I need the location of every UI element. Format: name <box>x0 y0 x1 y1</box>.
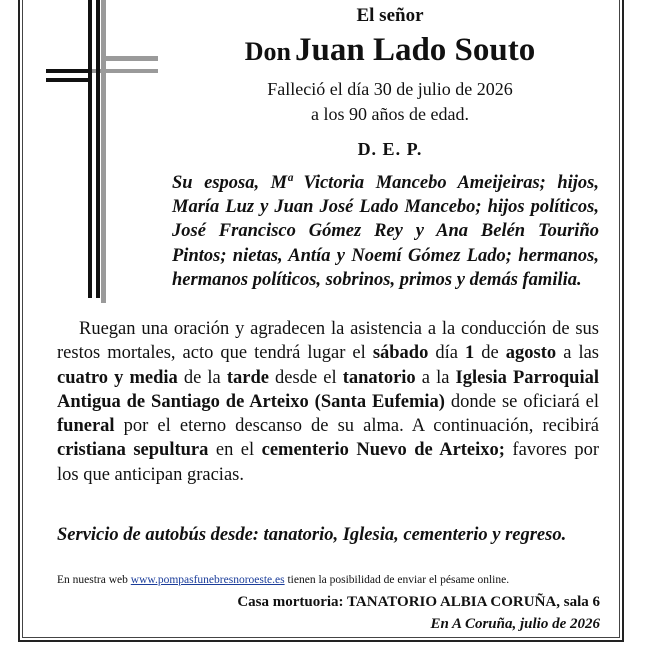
service-type: funeral <box>57 416 115 437</box>
body-text: desde el <box>268 367 343 388</box>
family-list: Su esposa, Mª Victoria Mancebo Ameijeiras; hijos, María Luz y Juan José Lado Mancebo; hijos políticos, José Francisco Gómez Rey y Ana Belén Touriño Pintos; nietas, Antía y Noemí Gómez Lado; hermanos, hermanos políticos, sobrinos, primos y demás familia. <box>172 173 599 290</box>
rip-line: D. E. P. <box>357 139 423 159</box>
body-text: de <box>474 343 506 364</box>
body-text: Ruegan una oración y agradecen la asistencia a la conducción de sus restos mortales, acto que tendrá lugar el <box>57 319 599 364</box>
time: cuatro y media <box>57 367 178 388</box>
website-link[interactable]: www.pompasfunebresnoroeste.es <box>130 574 285 586</box>
church: Iglesia Parroquial Antigua de Santiago de Arteixo (Santa Eufemia) <box>57 367 599 412</box>
latin-cross-icon <box>46 0 166 303</box>
web-note <box>57 574 599 586</box>
funeral-home <box>237 594 600 611</box>
age-line: a los 90 años de edad. <box>311 104 469 124</box>
month: agosto <box>505 343 557 364</box>
ceremony-text <box>57 317 599 487</box>
body-text: donde se oficiará el <box>444 391 599 412</box>
name-prefix: Don <box>244 37 291 66</box>
intro-line: El señor <box>356 5 424 26</box>
body-text: día <box>428 343 466 364</box>
deceased-name <box>160 32 620 69</box>
cemetery: cementerio Nuevo de Arteixo; <box>261 440 505 461</box>
day-of-week: sábado <box>372 343 429 364</box>
body-text: en el <box>208 440 262 461</box>
casa-value: TANATORIO ALBIA CORUÑA, sala 6 <box>347 594 600 610</box>
body-text: por el eterno descanso de su alma. A continuación, recibirá <box>114 416 599 437</box>
death-date: Falleció el día 30 de julio de 2026 <box>267 79 513 99</box>
web-suffix: tienen la posibilidad de enviar el pésame online. <box>284 574 510 586</box>
web-prefix: En nuestra web <box>57 574 131 586</box>
day-number: 1 <box>465 343 475 364</box>
full-name: Juan Lado Souto <box>294 32 536 68</box>
casa-label: Casa mortuoria: <box>237 594 344 610</box>
body-text: favores por los que anticipan gracias. <box>57 440 600 485</box>
bus-service: Servicio de autobús desde: tanatorio, Iglesia, cementerio y regreso. <box>57 525 567 545</box>
body-text: a las <box>556 343 599 364</box>
body-text: de la <box>177 367 227 388</box>
burial: cristiana sepultura <box>57 440 209 461</box>
origin: tanatorio <box>342 367 416 388</box>
place-date: En A Coruña, julio de 2026 <box>430 616 600 632</box>
body-text: a la <box>415 367 456 388</box>
time-of-day: tarde <box>226 367 269 388</box>
